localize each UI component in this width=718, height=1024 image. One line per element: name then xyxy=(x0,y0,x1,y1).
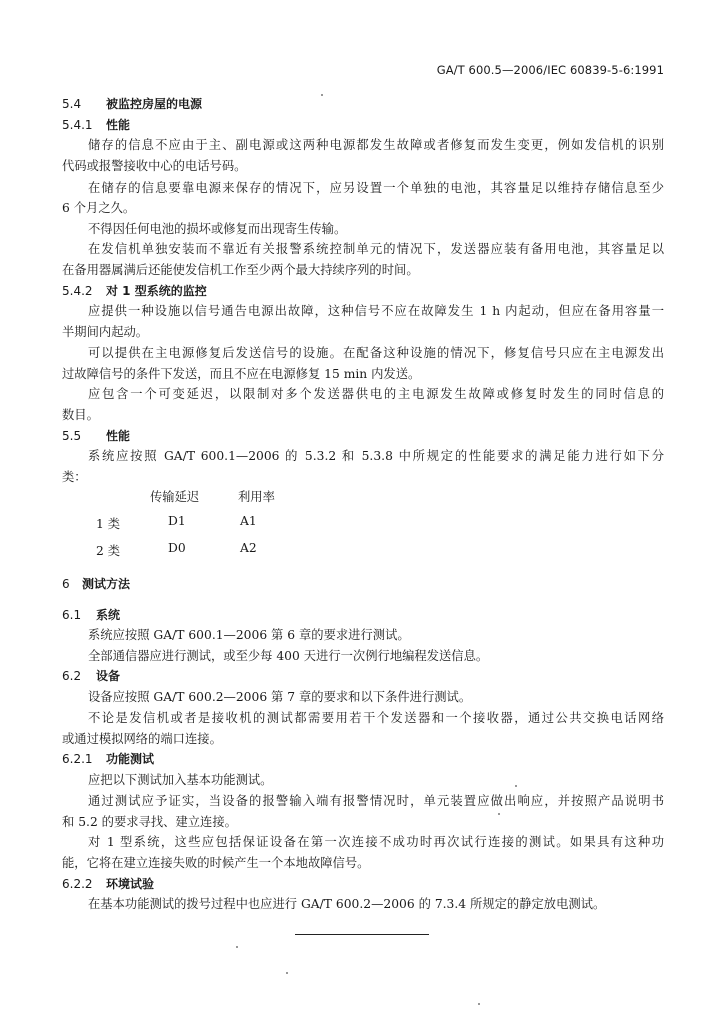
scan-speck xyxy=(515,785,517,787)
paragraph-line: 系统应按照 GA/T 600.1—2006 第 6 章的要求进行测试。 xyxy=(88,628,410,642)
paragraph-line: 应提供一种设施以信号通告电源出故障，这种信号不应在故障发生 1 h 内起动，但应在备用容量一 xyxy=(88,304,664,318)
paragraph-line: 在基本功能测试的拨号过程中也应进行 GA/T 600.2—2006 的 7.3.4 所规定的静定放电测试。 xyxy=(88,897,606,911)
paragraph-line: 6 个月之久。 xyxy=(62,201,136,215)
table-cell: 2 类 xyxy=(96,544,121,558)
section-number: 6.1 xyxy=(62,608,82,622)
paragraph-line: 或通过模拟网络的端口连接。 xyxy=(62,732,222,746)
scan-speck xyxy=(236,946,238,948)
paragraph-line: 储存的信息不应由于主、副电源或这两种电源都发生故障或者修复而发生变更，例如发信机的识别 xyxy=(88,138,664,152)
section-title: 功能测试 xyxy=(106,752,155,766)
paragraph-line: 在备用器属满后还能使发信机工作至少两个最大持续序列的时间。 xyxy=(62,263,419,277)
paragraph-line: 和 5.2 的要求寻找、建立连接。 xyxy=(62,815,237,829)
section-title: 性能 xyxy=(106,118,131,132)
paragraph-line: 在发信机单独安装而不靠近有关报警系统控制单元的情况下，发送器应装有备用电池，其容量足以 xyxy=(88,242,664,256)
paragraph-line: 代码或报警接收中心的电话号码。 xyxy=(62,159,247,173)
section-heading xyxy=(62,428,130,444)
section-number: 5.5 xyxy=(62,429,82,443)
paragraph-line: 不论是发信机或者是接收机的测试都需要用若干个发送器和一个接收器，通过公共交换电话网络 xyxy=(88,711,664,725)
section-heading xyxy=(62,117,130,133)
table-cell: A2 xyxy=(240,541,257,555)
table-cell: D1 xyxy=(168,514,186,528)
section-number: 5.4.2 xyxy=(62,284,93,298)
paragraph-line: 可以提供在主电源修复后发送信号的设施。在配备这种设施的情况下，修复信号只应在主电源发出 xyxy=(88,346,664,360)
section-title: 系统 xyxy=(96,608,121,622)
table-cell: D0 xyxy=(168,541,186,555)
table-header-cell: 利用率 xyxy=(238,490,275,504)
paragraph-line: 应把以下测试加入基本功能测试。 xyxy=(88,773,273,787)
section-title: 设备 xyxy=(96,669,121,683)
paragraph-line: 半期间内起动。 xyxy=(62,325,149,339)
scan-speck xyxy=(321,94,323,96)
paragraph-line: 类： xyxy=(62,470,87,484)
section-number: 5.4.1 xyxy=(62,118,93,132)
section-heading xyxy=(62,96,202,112)
chapter-number: 6 xyxy=(62,577,70,591)
end-rule xyxy=(295,934,429,935)
scan-speck xyxy=(478,1003,480,1005)
paragraph-line: 系统应按照 GA/T 600.1—2006 的 5.3.2 和 5.3.8 中所规定的性能要求的满足能力进行如下分 xyxy=(88,449,664,463)
paragraph-line: 通过测试应予证实，当设备的报警输入端有报警情况时，单元装置应做出响应，并按照产品说明书 xyxy=(88,794,664,808)
section-number: 6.2.2 xyxy=(62,877,93,891)
section-heading xyxy=(62,607,120,623)
paragraph-line: 设备应按照 GA/T 600.2—2006 第 7 章的要求和以下条件进行测试。 xyxy=(88,690,472,704)
paragraph-line: 在储存的信息要靠电源来保存的情况下，应另设置一个单独的电池，其容量足以维持存储信息至少 xyxy=(88,181,664,195)
table-cell: 1 类 xyxy=(96,517,121,531)
section-heading xyxy=(62,876,154,892)
scan-speck xyxy=(498,813,500,815)
section-title: 被监控房屋的电源 xyxy=(106,97,203,111)
paragraph-line: 过故障信号的条件下发送，而且不应在电源修复 15 min 内发送。 xyxy=(62,367,421,381)
table-header-cell: 传输延迟 xyxy=(150,490,200,504)
paragraph-line: 应包含一个可变延迟，以限制对多个发送器供电的主电源发生故障或修复时发生的同时信息的 xyxy=(88,387,664,401)
scan-speck xyxy=(286,972,288,974)
section-number: 6.2.1 xyxy=(62,752,93,766)
section-heading xyxy=(62,283,207,299)
chapter-title: 测试方法 xyxy=(82,577,131,591)
chapter-heading xyxy=(62,576,130,592)
section-heading xyxy=(62,751,154,767)
section-title: 性能 xyxy=(106,429,131,443)
paragraph-line: 能，它将在建立连接失败的时候产生一个本地故障信号。 xyxy=(62,856,370,870)
section-heading xyxy=(62,668,120,684)
paragraph-line: 不得因任何电池的损坏或修复而出现寄生传输。 xyxy=(88,222,347,236)
section-number: 5.4 xyxy=(62,97,82,111)
section-title: 环境试验 xyxy=(106,877,155,891)
table-cell: A1 xyxy=(240,514,257,528)
standard-header: GA/T 600.5—2006/IEC 60839-5-6:1991 xyxy=(436,63,664,77)
paragraph-line: 对 1 型系统，这些应包括保证设备在第一次连接不成功时再次试行连接的测试。如果具有这种功 xyxy=(88,835,664,849)
paragraph-line: 全部通信器应进行测试，或至少每 400 天进行一次例行地编程发送信息。 xyxy=(88,649,489,663)
section-title: 对 1 型系统的监控 xyxy=(106,284,207,298)
paragraph-line: 数目。 xyxy=(62,408,99,422)
section-number: 6.2 xyxy=(62,669,82,683)
